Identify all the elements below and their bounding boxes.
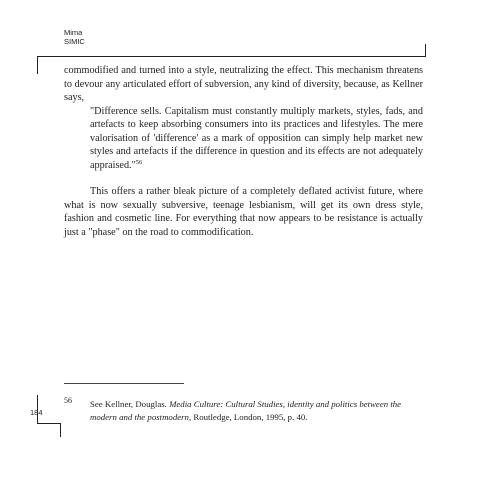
block-quote xyxy=(90,105,423,173)
footnote-reference: 56 xyxy=(135,158,143,166)
footnote-text xyxy=(90,398,426,424)
footnote xyxy=(64,398,426,424)
lead-paragraph: commodified and turned into a style, neutralizing the effect. This mechanism threatens to devour any articulated effort of subversion, any kind of diversity, because, as Kellner says, xyxy=(64,65,423,103)
quote-text: "Difference sells. Capitalism must constantly multiply markets, styles, fads, and artefacts to keep absorbing consumers into its practices and lifestyles. The mere valorisation of 'difference' as a mark of opposition can simply help market new styles and artefacts if the difference in question and its effects are not adequately appraised." xyxy=(90,105,423,171)
page-number: 184 xyxy=(30,408,43,417)
footnote-publisher: , Routledge, London, 1995, p. 40. xyxy=(188,412,308,422)
main-text xyxy=(64,64,423,239)
running-header-author xyxy=(64,29,85,46)
author-last-name: SIMIC xyxy=(64,36,85,46)
body-paragraph: This offers a rather bleak picture of a completely deflated activist future, where what is now sexually subversive, teenage lesbianism, will get its own dress style, fashion and cosmetic line. For everything that now appears to be resistance is actually just a "phase" on the road to commodification. xyxy=(64,186,423,238)
footnote-number: 56 xyxy=(64,396,72,405)
footer-rule-horizontal xyxy=(37,423,61,424)
header-rule-right-vertical xyxy=(425,44,426,57)
footnote-lead: See Kellner, Douglas. xyxy=(90,399,167,409)
header-rule-horizontal xyxy=(37,56,426,57)
header-rule-left-vertical xyxy=(37,56,38,74)
author-first-name: Mima xyxy=(64,28,83,37)
footnote-separator xyxy=(64,383,184,384)
footnote-title: Media Culture: Cultural Studies, identity and politics between the modern and the postmodern xyxy=(90,399,402,422)
footer-rule-inner-vertical xyxy=(60,423,61,437)
